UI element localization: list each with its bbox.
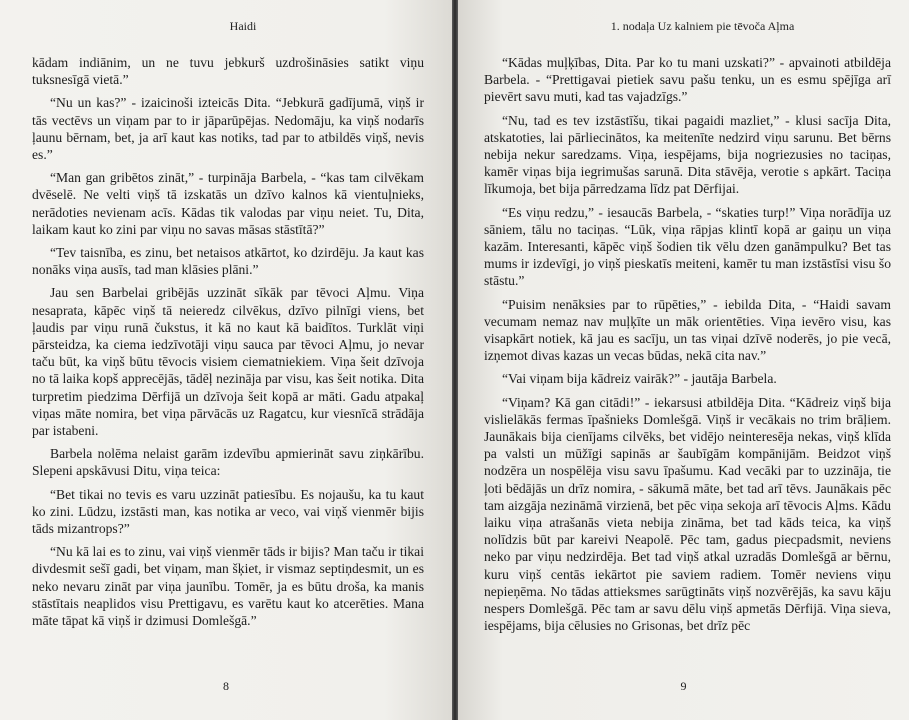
paragraph: Jau sen Barbelai gribējās uzzināt sīkāk par tēvoci Aļmu. Viņa nesaprata, kāpēc viņš tā neieredz cilvēkus, dzīvo pilnīgi viens, bet ļaudis par viņu runā čukstus, it kā no kaut kā baidītos. Turklāt viņi pārsteidza, ka ciema iedzīvotāji viņu sauca par tēvoci Aļmu, jo nevar taču būt, ka viņš būtu tēvocis visiem ciematniekiem. Viņa šeit dzīvoja no tā laika kopš apprecējās, tādēļ nezināja par visu, kas šeit notika. Dita turpretim piedzima Dērfijā un dzīvoja šeit kopā ar māti. Gadu atpakaļ viņas māte nomira, bet viņa pārvācās uz Ragatcu, kur viesnīcā strādāja par istabeni.: [32, 285, 424, 439]
paragraph: “Vai viņam bija kādreiz vairāk?” - jautāja Barbela.: [502, 371, 777, 387]
paragraph: “Es viņu redzu,” - iesaucās Barbela, - “skaties turp!” Viņa norādīja uz sāniem, tālu no taciņas. “Lūk, viņa rāpjas klintī kopā ar gaiņu un viņa kazām. Interesanti, kāpēc viņš šodien tik vēlu dzen ganāmpulku? Bet tas mums ir izdevīgi, jo viņš pieskatīs meiteni, kamēr tu man izstāstīsi visu šo stāstu.”: [484, 204, 891, 289]
paragraph: “Viņam? Kā gan citādi!” - iekarsusi atbildēja Dita. “Kādreiz viņš bija vislielākās fermas īpašnieks Domlešgā. Viņš ir vecākais no trim brāļiem. Jaunākais bija cienījams cilvēks, bet vidējo neinteresēja nekas, viņš klīda pa valsti un mūžīgi sapinās ar šaubīgām kompānijām. Beidzot viņš nodzēra un nospēlēja visu savu īpašumu. Kad vecāki par to uzzināja, tie ļoti bēdājās un drīz nomira, - sākumā māte, bet tad arī tēvs. Jaunākais pēc tam aizgāja nezināmā virzienā, bet pēc viņa sekoja arī tēvocis Aļms. Kādu laiku viņa atrašanās vieta nebija zināma, bet tad kāds teica, ka viņš nolīdzis būt par kareivi Neapolē. Pēc tam, gadus piecpadsmit, neviens neko par viņu nedzirdēja. Bet tad viņš atkal uzradās Domlešgā ar bērnu, kuru viņš centās iekārtot pie saviem radiem. Tomēr neviens viņu nepieņēma. No tādas attieksmes sarūgtināts viņš nozvērējās, ka savu kāju nespers Domlešgā. Pēc tam ar savu dēlu viņš apmetās Dērfijā. Viņa sieva, iespējams, bija cēlusies no Grisonas, bet drīz pēc: [484, 394, 891, 634]
right-page: [458, 0, 909, 720]
paragraph: “Man gan gribētos zināt,” - turpināja Barbela, - “kas tam cilvēkam dvēselē. Ne velti viņš tā izskatās un dzīvo kalnos kā vientuļnieks, nerādoties nevienam acīs. Kādas tik valodas par viņu neiet. Tu, Dita, laikam kaut ko zini par viņu no savas māsas stāstītā?”: [32, 170, 424, 237]
paragraph: “Kādas muļķības, Dita. Par ko tu mani uzskati?” - apvainoti atbildēja Barbela. - “Prettigavai pietiek savu pašu tenku, un es esmu spējīga arī pievērt savu muti, kad tas vajadzīgs.”: [484, 55, 891, 105]
paragraph: “Nu un kas?” - izaicinoši izteicās Dita. “Jebkurā gadījumā, viņš ir tās vectēvs un viņam par to ir jāparūpējas. Nedomāju, ka viņš nodarīs ļaunu bērnam, bet, ja arī kaut kas notiks, tad par to atbildēs viņš, nevis es.”: [32, 95, 424, 163]
running-header: 1. nodaļa Uz kalniem pie tēvoča Aļma: [610, 19, 795, 33]
paragraph: kādam indiānim, un ne tuvu jebkurš uzdrošināsies satikt viņu tuksnesīgā vietā.”: [32, 55, 424, 88]
left-page: [0, 0, 452, 720]
paragraph: “Bet tikai no tevis es varu uzzināt patiesību. Es nojaušu, ka tu kaut ko zini. Lūdzu, izstāsti man, kas notika ar veco, vai viņš vienmēr bijis tāds mizantrops?”: [32, 486, 424, 537]
page-number: 9: [680, 679, 687, 693]
paragraph: “Nu, tad es tev izstāstīšu, tikai pagaidi mazliet,” - klusi sacīja Dita, atskatoties, lai pārliecinātos, ka meitenīte nedzird viņu sarunu. Bet bērns nebija nekur saredzams. Viņa, iespējams, bija nogriezusies no taciņas, kamēr viņas bija iegrimušas sarunā. Dita stāvēja, verotie s apkārt. Taciņa līkumoja, bet bija pārredzama līdz pat Dērfijai.: [484, 112, 891, 197]
paragraph: Barbela nolēma nelaist garām izdevību apmierināt savu ziņkārību. Slepeni apskāvusi Ditu, viņa teica:: [32, 446, 424, 479]
page-text: [32, 54, 424, 629]
paragraph: “Puisim nenāksies par to rūpēties,” - iebilda Dita, - “Haidi savam vecumam nemaz nav muļķīte un māk orientēties. Viņa ievēro visu, kas visapkārt notiek, kā jau es sacīju, un tas viņai dzīvē noderēs, jo pie vecā, izņemot divas kazas un vecas būdas, nekā cita nav.”: [484, 296, 891, 364]
paragraph: “Tev taisnība, es zinu, bet netaisos atkārtot, ko dzirdēju. Ja kaut kas nonāks viņa ausīs, tad man klāsies plāni.”: [32, 245, 424, 278]
page-number: 8: [223, 679, 229, 693]
paragraph: “Nu kā lai es to zinu, vai viņš vienmēr tāds ir bijis? Man taču ir tikai divdesmit sešī gadi, bet viņam, man šķiet, ir vismaz septiņdesmit, un es neko nevaru zināt par viņa jaunību. Tomēr, ja es būtu droša, ka manis stāstītais neaplidos visu Prettigavu, es varētu kaut ko atcerēties. Mana māte tāpat kā viņš ir dzimusi Domlešgā.”: [32, 544, 424, 629]
page-text: [484, 54, 891, 635]
running-header: Haidi: [229, 19, 257, 33]
